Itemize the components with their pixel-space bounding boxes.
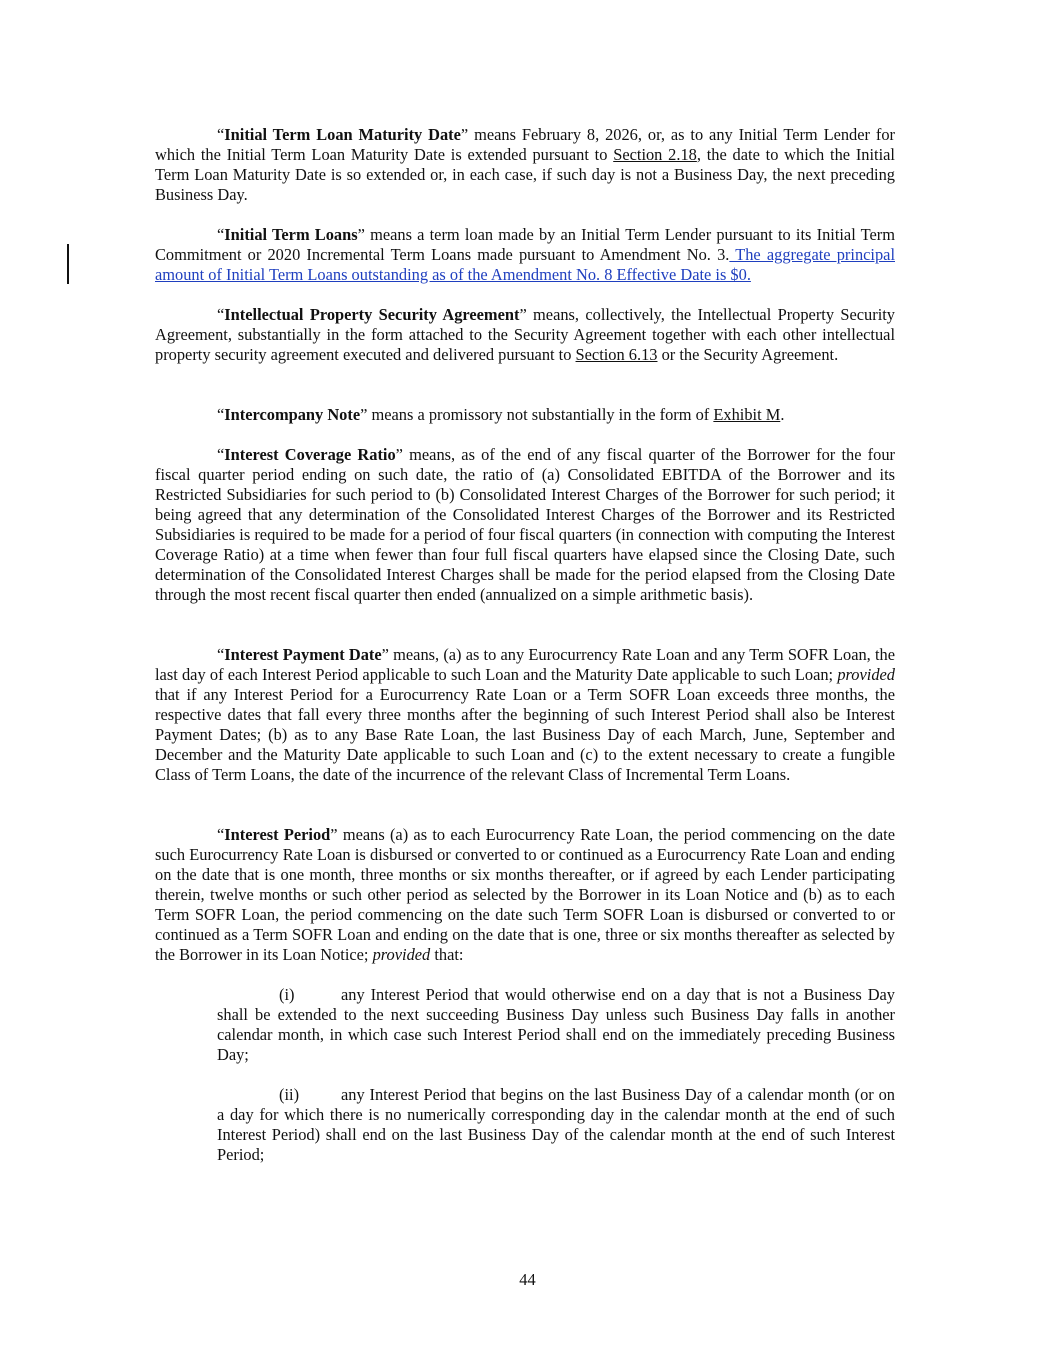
definition-ip-security-agreement: “Intellectual Property Security Agreement” means, collectively, the Intellectual Property Security Agreement, substantially in the form attached to the Security Agreement together with each other intellectual property security agreement executed and delivered pursuant to Section 6.13 or the Security Agreement. (155, 305, 896, 364)
inserted-text: The aggregate principal amount of Initial Term Loans outstanding as of the Amendment No. 8 Effective Date is $0. (155, 245, 895, 284)
definition-interest-period: “Interest Period” means (a) as to each Eurocurrency Rate Loan, the period commencing on the date such Eurocurrency Rate Loan is disbursed or converted to or continued as a Eurocurrency Rate Loan and ending on the date that is one month, three months or six months thereafter, or if agreed by each Lender participating therein, twelve months or such other period as selected by the Borrower in its Loan Notice and (b) as to each Term SOFR Loan, the period commencing on the date such Term SOFR Loan is disbursed or converted to or continued as a Term SOFR Loan and ending on the date that is one, three or six months thereafter as selected by the Borrower in its Loan Notice; provided that: (155, 825, 896, 964)
defined-term: Interest Payment Date (224, 645, 382, 664)
page-number: 44 (519, 1270, 536, 1289)
definition-initial-term-loans: “Initial Term Loans” means a term loan made by an Initial Term Lender pursuant to its Initial Term Commitment or 2020 Incremental Term Loans made pursuant to Amendment No. 3. The aggregate principal amount of Initial Term Loans outstanding as of the Amendment No. 8 Effective Date is $0. (155, 225, 895, 284)
section-reference-link[interactable]: Section 2.18 (613, 145, 697, 164)
defined-term: Initial Term Loans (224, 225, 358, 244)
defined-term: Intellectual Property Security Agreement (224, 305, 520, 324)
clause-ii: (ii) any Interest Period that begins on the last Business Day of a calendar month (or on a day for which there is no numerically corresponding day in the calendar month at the end of such Interest Period) shall end on the last Business Day of the calendar month at the end of such Interest Period; (217, 1085, 895, 1164)
definition-interest-payment-date: “Interest Payment Date” means, (a) as to any Eurocurrency Rate Loan and any Term SOFR Loan, the last day of each Interest Period applicable to such Loan and the Maturity Date applicable to such Loan; provided that if any Interest Period for a Eurocurrency Rate Loan or a Term SOFR Loan exceeds three months, the respective dates that fall every three months after the beginning of such Interest Period shall also be Interest Payment Dates; (b) as to any Base Rate Loan, the last Business Day of each March, June, September and December and the Maturity Date applicable to such Loan and (c) to the extent necessary to create a fungible Class of Term Loans, the date of the incurrence of the relevant Class of Incremental Term Loans. (155, 645, 896, 784)
defined-term: Initial Term Loan Maturity Date (224, 125, 461, 144)
clause-number: (i) (279, 985, 295, 1004)
exhibit-reference-link[interactable]: Exhibit M (713, 405, 781, 424)
definition-initial-term-loan-maturity-date: “Initial Term Loan Maturity Date” means February 8, 2026, or, as to any Initial Term Lender for which the Initial Term Loan Maturity Date is extended pursuant to Section 2.18, the date to which the Initial Term Loan Maturity Date is so extended or, in each case, if such day is not a Business Day, the next preceding Business Day. (155, 125, 895, 204)
clause-i: (i) any Interest Period that would otherwise end on a day that is not a Business Day shall be extended to the next succeeding Business Day unless such Business Day falls in another calendar month, in which case such Interest Period shall end on the immediately preceding Business Day; (217, 985, 895, 1064)
clause-number: (ii) (279, 1085, 300, 1104)
defined-term: Interest Period (224, 825, 331, 844)
section-reference-link[interactable]: Section 6.13 (575, 345, 658, 364)
definition-interest-coverage-ratio: “Interest Coverage Ratio” means, as of the end of any fiscal quarter of the Borrower for the four fiscal quarter period ending on such date, the ratio of (a) Consolidated EBITDA of the Borrower and its Restricted Subsidiaries for such period to (b) Consolidated Interest Charges of the Borrower for such period; it being agreed that any determination of the Consolidated Interest Charges of the Borrower and its Restricted Subsidiaries is required to be made for a period of four fiscal quarters (in connection with computing the Interest Coverage Ratio) at a time when fewer than four full fiscal quarters have elapsed since the Closing Date, such determination of the Consolidated Interest Charges shall be made for the period elapsed from the Closing Date through the most recent fiscal quarter then ended (annualized on a simple arithmetic basis). (155, 445, 895, 604)
change-bar (67, 244, 69, 284)
definition-intercompany-note: “Intercompany Note” means a promissory not substantially in the form of Exhibit M. (217, 405, 785, 424)
defined-term: Interest Coverage Ratio (224, 445, 396, 464)
defined-term: Intercompany Note (224, 405, 361, 424)
